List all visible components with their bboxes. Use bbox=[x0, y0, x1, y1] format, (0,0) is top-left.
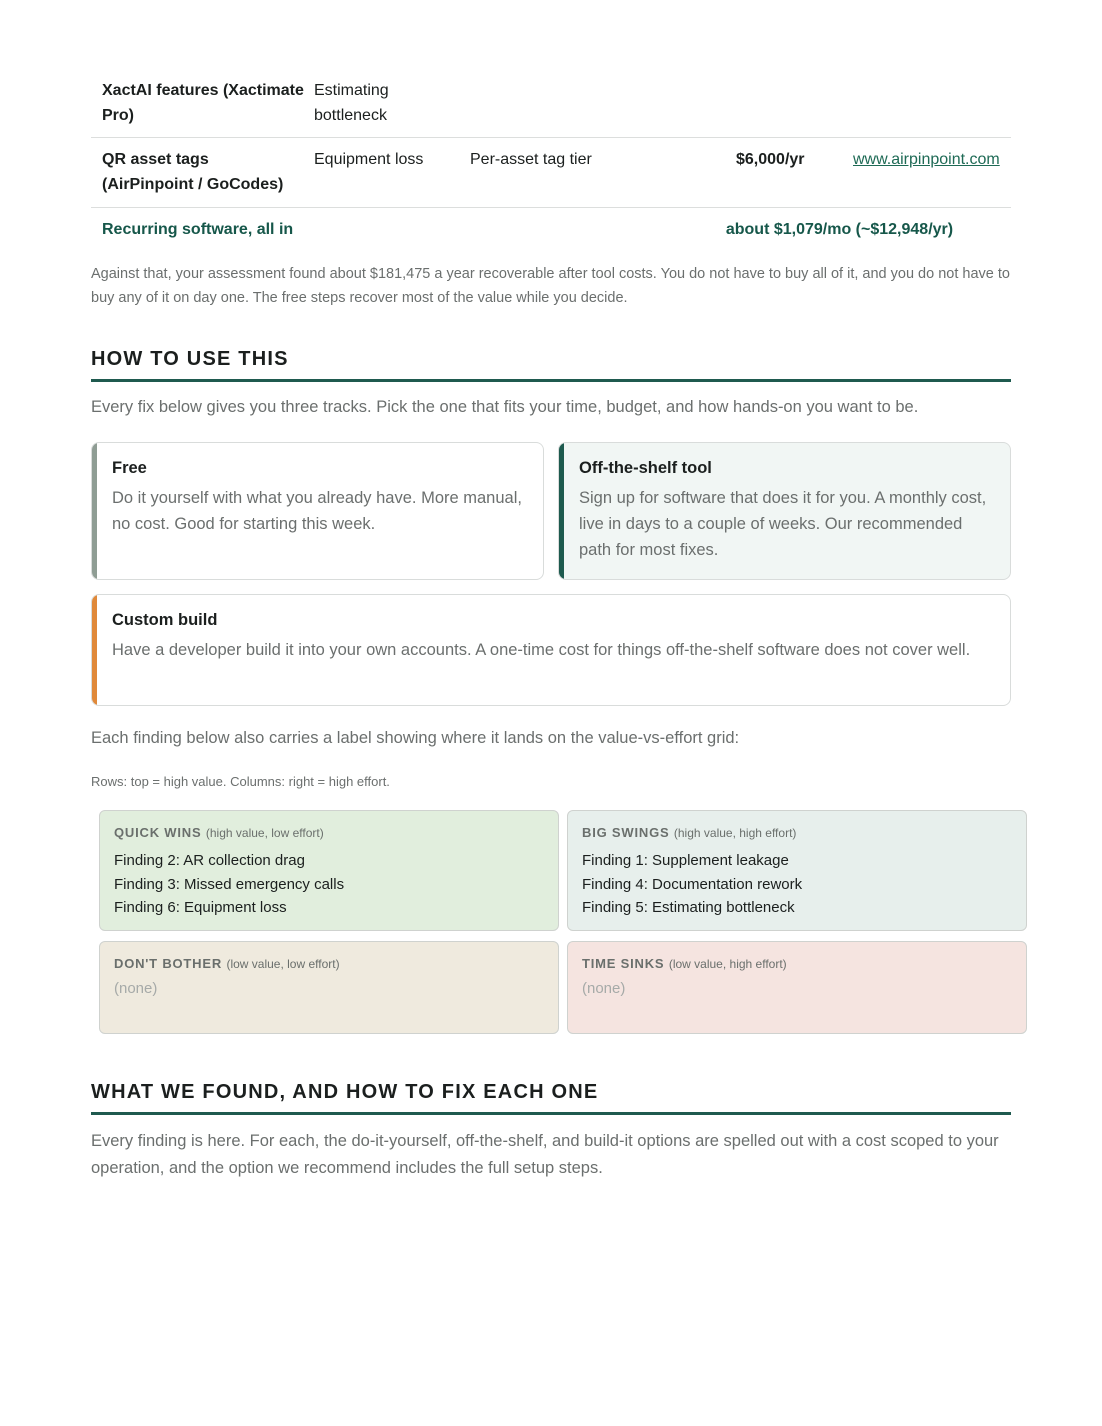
quadrant-empty: (none) bbox=[114, 980, 158, 997]
quadrant-item: Finding 5: Estimating bottleneck bbox=[582, 899, 795, 916]
quadrant-item: Finding 1: Supplement leakage bbox=[582, 852, 789, 869]
track-title: Off-the-shelf tool bbox=[579, 459, 712, 477]
quadrant-quick-wins bbox=[99, 810, 559, 931]
tool-name: QR asset tags (AirPinpoint / GoCodes) bbox=[102, 151, 284, 193]
vendor-link[interactable]: www.airpinpoint.com bbox=[853, 151, 1000, 168]
total-label: Recurring software, all in bbox=[102, 221, 294, 238]
quadrant-item: Finding 6: Equipment loss bbox=[114, 899, 287, 916]
quadrant-time-sinks bbox=[567, 941, 1027, 1034]
table-total-row bbox=[91, 208, 1011, 254]
tier-cell bbox=[460, 78, 726, 137]
table-row bbox=[91, 76, 1011, 138]
quadrant-item: Finding 2: AR collection drag bbox=[114, 852, 305, 869]
quadrant-item: Finding 3: Missed emergency calls bbox=[114, 875, 345, 893]
quadrant-empty: (none) bbox=[582, 980, 626, 997]
track-title: Custom build bbox=[112, 611, 218, 629]
track-card-custom bbox=[91, 594, 1011, 706]
quadrant-title: DON'T BOTHER bbox=[114, 956, 223, 971]
quadrant-dont-bother bbox=[99, 941, 559, 1034]
grid-intro: Each finding below also carries a label showing where it lands on the value-vs-effort grid: bbox=[91, 729, 740, 747]
link-cell bbox=[843, 147, 1011, 207]
problem-cell: Estimating bottleneck bbox=[314, 82, 389, 124]
track-description: Sign up for software that does it for you. A monthly cost, live in days to a couple of weeks. Our recommended path for most fixes. bbox=[579, 489, 987, 559]
quadrant-title: QUICK WINS bbox=[114, 825, 202, 840]
cost-cell: $6,000/yr bbox=[736, 151, 805, 168]
quadrant-big-swings bbox=[567, 810, 1027, 931]
quadrant-title: BIG SWINGS bbox=[582, 825, 670, 840]
findings-heading: WHAT WE FOUND, AND HOW TO FIX EACH ONE bbox=[91, 1081, 1011, 1115]
track-title: Free bbox=[112, 459, 147, 477]
total-value: about $1,079/mo (~$12,948/yr) bbox=[725, 221, 954, 238]
tool-name: XactAI features (Xactimate Pro) bbox=[102, 82, 304, 124]
cost-cell bbox=[726, 78, 843, 137]
findings-intro: Every finding is here. For each, the do-it-yourself, off-the-shelf, and build-it options are spelled out with a cost scoped to your operation, and the option we recommend includes the full setup steps. bbox=[91, 1132, 999, 1177]
quadrant-title: TIME SINKS bbox=[582, 956, 665, 971]
tracks-intro: Every fix below gives you three tracks. Pick the one that fits your time, budget, and how hands-on you want to be. bbox=[91, 398, 919, 416]
grid-legend: Rows: top = high value. Columns: right = high effort. bbox=[91, 774, 390, 789]
quadrant-item: Finding 4: Documentation rework bbox=[582, 875, 803, 893]
quadrant-subtitle: (low value, low effort) bbox=[226, 957, 340, 971]
problem-cell: Equipment loss bbox=[314, 151, 424, 168]
track-card-off-the-shelf bbox=[558, 442, 1011, 580]
tier-cell: Per-asset tag tier bbox=[470, 151, 592, 168]
quadrant-subtitle: (low value, high effort) bbox=[668, 957, 787, 971]
quadrant-subtitle: (high value, low effort) bbox=[205, 826, 324, 840]
savings-note: Against that, your assessment found about $181,475 a year recoverable after tool costs. You do not have to buy all of it, and you do not have to buy any of it on day one. The free steps recover most of the value while you decide. bbox=[91, 266, 1010, 306]
track-description: Do it yourself with what you already have. More manual, no cost. Good for starting this week. bbox=[112, 489, 522, 533]
software-cost-table bbox=[91, 76, 1011, 254]
track-card-free bbox=[91, 442, 544, 580]
link-cell bbox=[843, 78, 1011, 137]
quadrant-subtitle: (high value, high effort) bbox=[673, 826, 797, 840]
track-description: Have a developer build it into your own accounts. A one-time cost for things off-the-shelf software does not cover well. bbox=[112, 641, 971, 659]
table-row bbox=[91, 138, 1011, 208]
how-to-use-heading: HOW TO USE THIS bbox=[91, 348, 1011, 382]
